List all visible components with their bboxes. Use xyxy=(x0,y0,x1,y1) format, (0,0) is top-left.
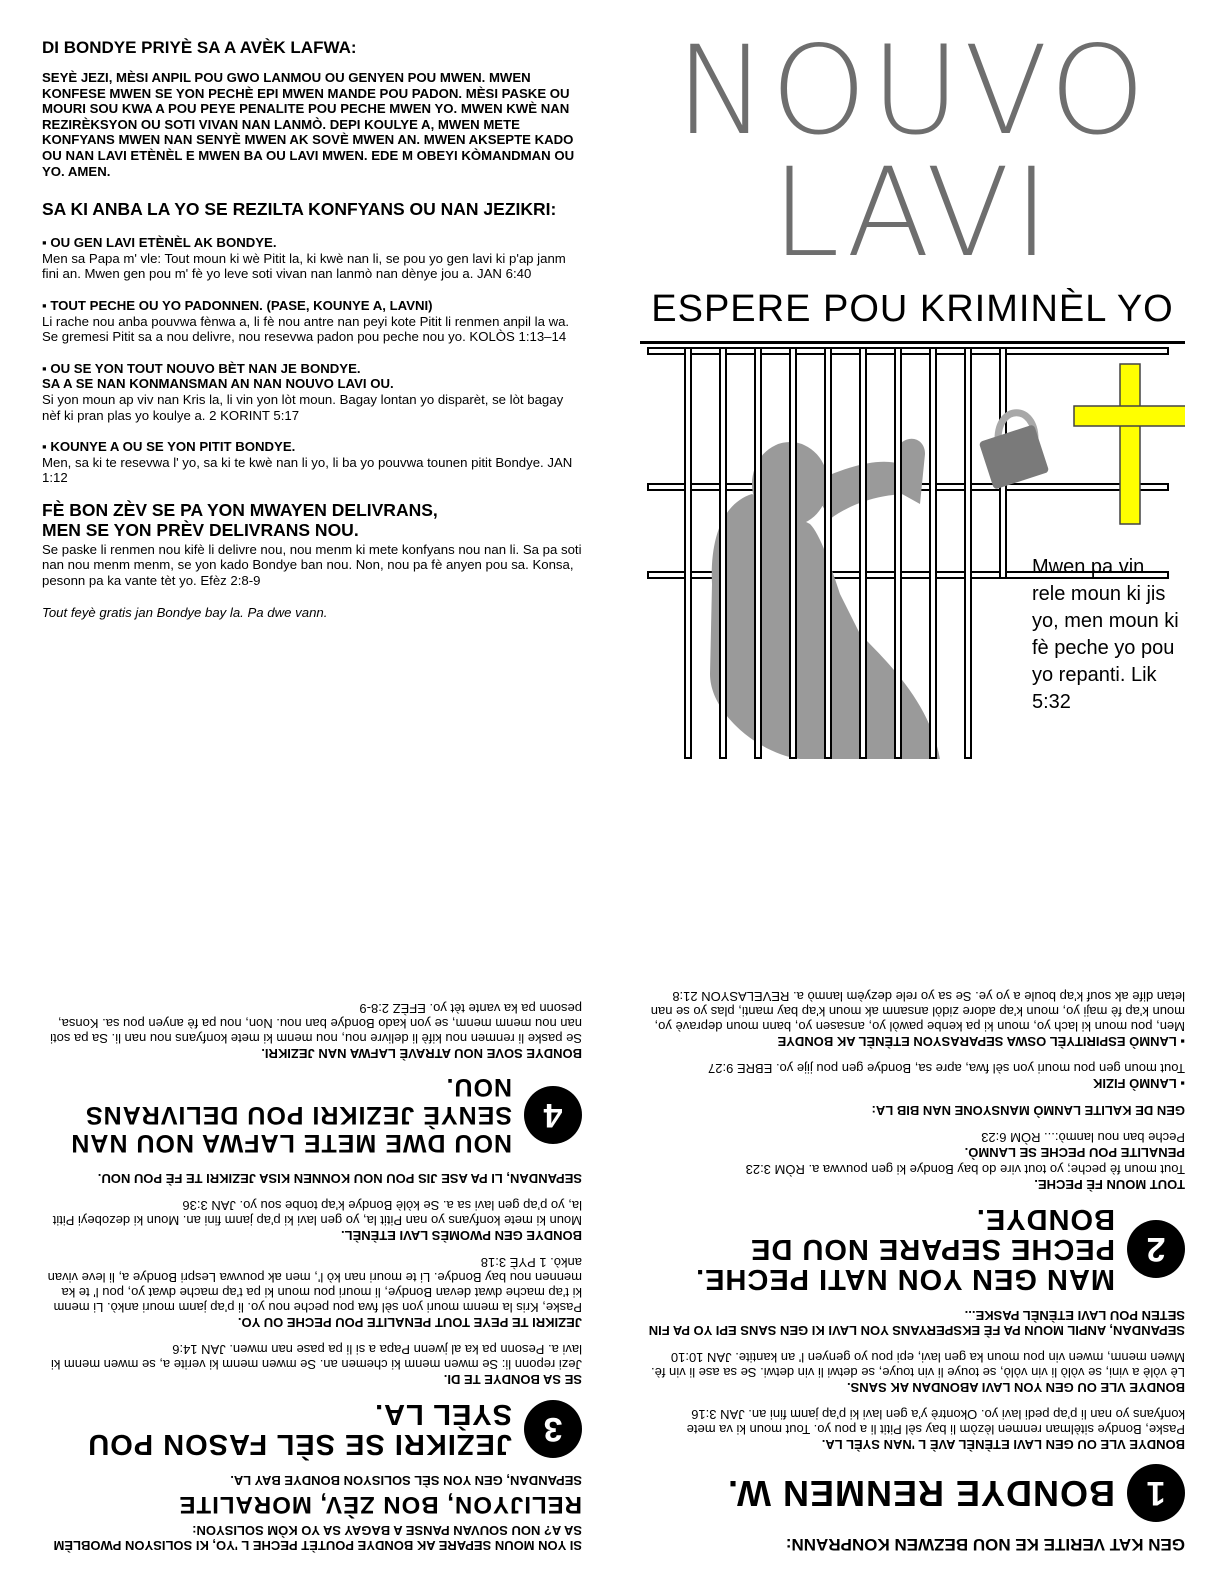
bullet-text: Men sa Papa m' vle: Tout moun ki wè Pitit la, ki kwè nan li, se pou yo gen lavi ki p'ap janm fini an. Mwen gen pou m' fè yo leve soti vivan nan lanmò nan dènye jou a. JAN 6:40 xyxy=(42,250,566,282)
step-2-heading: TOUT MOUN FÈ PECHE. xyxy=(1034,1177,1185,1192)
cover-tagline: ESPERE POU KRIMINÈL YO xyxy=(651,288,1174,330)
step-2-text-2: Peche ban nou lanmò:... RÒM 6:23 xyxy=(981,1130,1185,1145)
prayer-text: SEYÈ JEZI, MÈSI ANPIL POU GWO LANMOU OU GENYEN POU MWEN. MWEN KONFESE MWEN SE YON PECHÈ EPI MWEN MANDE POU PADON. MÈSI PASKE OU MOURI SOU KWA A POU PEYE PENALITE POU PECHE MWEN YO. MWEN KWÈ NAN REZIRÈKSYON OU SOTI VIVAN NAN LANMÒ. DEPI KOULYE A, MWEN METE KONFYANS MWEN NAN SENYÈ MWEN AK SOVÈ MWEN AN. MWEN AKSEPTE KADO OU NAN LAVI ETÈNÈL E MWEN BA OU LAVI MWEN. EDE M OBEYI KÒMANDMAN OU YO. AMEN. xyxy=(42,70,575,179)
step-4-number: 4 xyxy=(524,1086,582,1144)
step-2-bullet-1: ▪ LANMÒ FIZIK xyxy=(1093,1076,1185,1091)
prayer-heading: DI BONDYE PRIYÈ SA A AVÈK LAFWA: xyxy=(42,38,357,57)
step-2-bullet-1-text: Tout moun gen pou mouri yon sèl fwa, apre sa, Bondye gen pou jije yo. EBRE 9:27 xyxy=(708,1061,1185,1076)
bullet-lead: ▪ OU GEN LAVI ETÈNÈL AK BONDYE. xyxy=(42,235,277,251)
bullet-lead-2: SA A SE NAN KONMANSMAN AN NAN NOUVO LAVI OU. xyxy=(42,376,394,392)
step-3-text-2: Paske, Kris la menm mouri yon sèl fwa pou peche nou yo. li p'ap janm mouri ankò. Li menm ki t'ap mache dwat devan Bondye, li mouri pou moun ki pa t'ap mache dwat yo, pou l' te ka mennen nou bay Bondye. Li te mouri nan kò l', men ak pouvwa Lespri Bondye a, li leve vivan ankò. 1 PYÈ 3:18 xyxy=(47,1255,582,1315)
solutions-list: RELIJYON, BON ZÈV, MORALITE xyxy=(178,1491,582,1518)
step-2-number: 2 xyxy=(1127,1220,1185,1278)
works-text: Se paske li renmen nou kifè li delivre nou, nou menm ki mete konfyans nou nan li. Sa pa soti nan nou menm menm, se yon kado Bondye ban nou. Non, nou pa fè anyen pou sa. Konsa, pesonn pa ka vante tèt yo. Efèz 2:8-9 xyxy=(42,541,582,589)
cover-title-line-2: LAVI xyxy=(771,142,1054,284)
step-1-title: BONDYE RENMEN W. xyxy=(726,1473,1115,1514)
step-1-text: Paske, Bondye sitèlman renmen lèzòm li bay sèl Pitit li a pou yo. Tout moun ki va mete konfyans yo nan li p'ap pedi lavi yo. Okontrè y'a gen lavi ki p'ap janm fini an. JAN 3:16 xyxy=(686,1407,1185,1437)
four-truths-intro: GEN KAT VERITE KE NOU BEZWEN KONPRANN: xyxy=(785,1535,1185,1554)
step-4-heading: BONDYE SOVE NOU ATRAVÈ LAFWA NAN JEZIKRI. xyxy=(261,1046,582,1061)
step-3-text-3: Moun ki mete konfyans yo nan Pitit la, yo gen lavi ki p'ap janm fini an. Moun ki dezobeyi Pitit la, yo p'ap gen lavi sa a. Se kòlè Bondye k'ap tonbe sou yo. JAN 3:36 xyxy=(52,1198,582,1228)
step-4 xyxy=(42,1073,582,1157)
works-heading-2: MEN SE YON PRÈV DELIVRANS NOU. xyxy=(42,519,359,540)
closing-note: Tout feyè gratis jan Bondye bay la. Pa dwe vann. xyxy=(42,604,328,620)
step-2-heading-2: PENALITE POU PECHE SE LANMÒ. xyxy=(964,1145,1185,1160)
step-3-text: Jezi reponn li: Se mwen menm ki chemen an. Se mwen menm ki verite a, se mwen menm ki lavi a. Pesonn pa ka al jwenn Papa a si li pa pase nan mwen. JAN 14:6 xyxy=(50,1342,582,1372)
works-heading-1: FÈ BON ZÈV SE PA YON MWAYEN DELIVRANS, xyxy=(42,499,438,520)
step-3-heading: SE SA BONDYE TE DI. xyxy=(443,1372,582,1387)
panel-steps-1-2 xyxy=(640,808,1185,1553)
step-1-heading-2: BONDYE VLE OU GEN YON LAVI ABONDAN AK SANS. xyxy=(846,1380,1185,1395)
step-1-text-2: Lè vòlè a vini, se vòlò li vin vòlò, se touye li vin touye, se detwi li vin detwi. Se sa ase li vin fè. Mwen menm, mwen vin pou moun ka gen lavi, epi pou yo genyen l' an kantite. JAN 10:10 xyxy=(651,1350,1185,1380)
one-solution: SEPANDAN, GEN YON SÈL SOLISYON BONDYE BAY LA. xyxy=(230,1473,582,1488)
panel-steps-3-4 xyxy=(42,808,582,1553)
bullet-text: Li rache nou anba pouvwa fènwa a, li fè nou antre nan peyi kote Pitit li renmen anpil la wa. Se gremesi Pitit sa a nou delivre, nou resevwa padon pou peche nou yo. KOLÒS 1:13–14 xyxy=(42,313,570,345)
step-2-text: Tout moun fè peche; yo tout vire do bay Bondye ki gen pouvwa a. RÒM 3:23 xyxy=(745,1162,1185,1177)
bullet-lead: ▪ TOUT PECHE OU YO PADONNEN. (PASE, KOUNYE A, LAVNI) xyxy=(42,297,433,313)
cross-icon xyxy=(1074,364,1185,524)
cover-panel xyxy=(640,20,1185,764)
results-heading: SA KI ANBA LA YO SE REZILTA KONFYANS OU NAN JEZIKRI: xyxy=(42,199,557,220)
step-2-bullet-2-text: Men, pou moun ki lach yo, moun ki pa kenbe pawòl yo, ansasen yo, bann moun depravè yo, moun k'ap fè maji yo, moun k'ap adore zidòl ansanm ak moun k'ap bay manti, plas yo se nan letan dife ak souf k'ap boule a yo ye. Se sa yo rele dezyèm lanmò a. REVELASYON 21:8 xyxy=(650,989,1185,1034)
bullet-lead: ▪ OU SE YON TOUT NOUVO BÈT NAN JE BONDYE. xyxy=(42,360,361,376)
cover-quote: Mwen pa vin rele moun ki jis yo, men moun ki fè peche yo pou yo repanti. Lik 5:32 xyxy=(1032,556,1179,713)
bullet-text: Men, sa ki te resevwa l' yo, sa ki te kwè nan li yo, li ba yo pouvwa tounen pitit Bondye. JAN 1:12 xyxy=(42,454,573,486)
step-2-bullet-2: ▪ LANMÒ ESPIRITYÈL OSWA SEPARASYON ETÈNÈL AK BONDYE xyxy=(777,1034,1185,1049)
bullet-forgiven xyxy=(42,298,582,345)
step-4-text: Se paske li renmen nou kifè li delivre nou, nou menm ki mete konfyans nou nan li. Sa pa soti nan nou menm menm, se yon kado Bondye ban nou. Non, nou pa fè anyen pou sa. Konsa, pesonn pa ka vante tèt yo. EFÈZ 2:8-9 xyxy=(50,1001,582,1046)
step-1-note: SEPANDAN, ANPIL MOUN PA FÈ EKSPERYANS YON LAVI KI GEN SANS EPI YO PA FIN SETEN POU LAVI ETÈNÈL PASKE... xyxy=(648,1308,1185,1338)
bullet-text: Si yon moun ap viv nan Kris la, li vin yon lòt moun. Bagay lontan yo disparèt, se lòt bagay nèf ki pran plas yo koulye a. 2 KORINT 5:17 xyxy=(42,391,564,423)
step-3-heading-3: BONDYE GEN PWOMÈS LAVI ETÈNÈL. xyxy=(340,1228,582,1243)
bullet-lead: ▪ KOUNYE A OU SE YON PITIT BONDYE. xyxy=(42,439,296,455)
jail-illustration xyxy=(640,344,1185,764)
step-4-title: NOU DWE METE LAFWA NOU NAN SENYÈ JEZIKRI POU DELIVRANS NOU. xyxy=(70,1073,512,1157)
step-3-note: SEPANDAN, LI PA ASE JIS POU NOU KONNEN KISA JEZIKRI TE FÈ POU NOU. xyxy=(97,1171,582,1186)
step-3-heading-2: JEZIKRI TE PEYE TOUT PENALITE POU PECHE OU YO. xyxy=(237,1315,582,1330)
prayer-panel xyxy=(42,38,582,621)
padlock-icon xyxy=(979,413,1050,490)
step-3-title: JEZIKRI SE SÈL FASON POU SYÈL LA. xyxy=(87,1398,512,1460)
step-3 xyxy=(42,1399,582,1459)
step-3-number: 3 xyxy=(524,1400,582,1458)
bullet-new-creature xyxy=(42,361,582,423)
step-1-heading: BONDYE VLE OU GEN LAVI ETÈNÈL AVÈ L 'NAN SYÈL LA. xyxy=(821,1437,1185,1452)
step-2-heading-3: GEN DE KALITE LANMÒ MANSYONE NAN BIB LA: xyxy=(871,1103,1185,1118)
step-1-number: 1 xyxy=(1127,1464,1185,1522)
step-1 xyxy=(640,1464,1185,1522)
solutions-intro: SI YON MOUN SEPARE AK BONDYE POUTÈT PECHE L 'YO, KI SOLISYON PWOBLÈM SA A? NOU SOUVAN PANSE A BAGAY SA YO KÒM SOLISYON: xyxy=(53,1523,582,1553)
bullet-child-of-god xyxy=(42,439,582,486)
bullet-eternal-life xyxy=(42,235,582,282)
step-2-title: MAN GEN YON NATI PECHE. PECHE SEPARE NOU DE BONDYE. xyxy=(695,1203,1115,1295)
step-2 xyxy=(640,1204,1185,1294)
cover-title-line-1: NOUVO xyxy=(675,20,1150,162)
